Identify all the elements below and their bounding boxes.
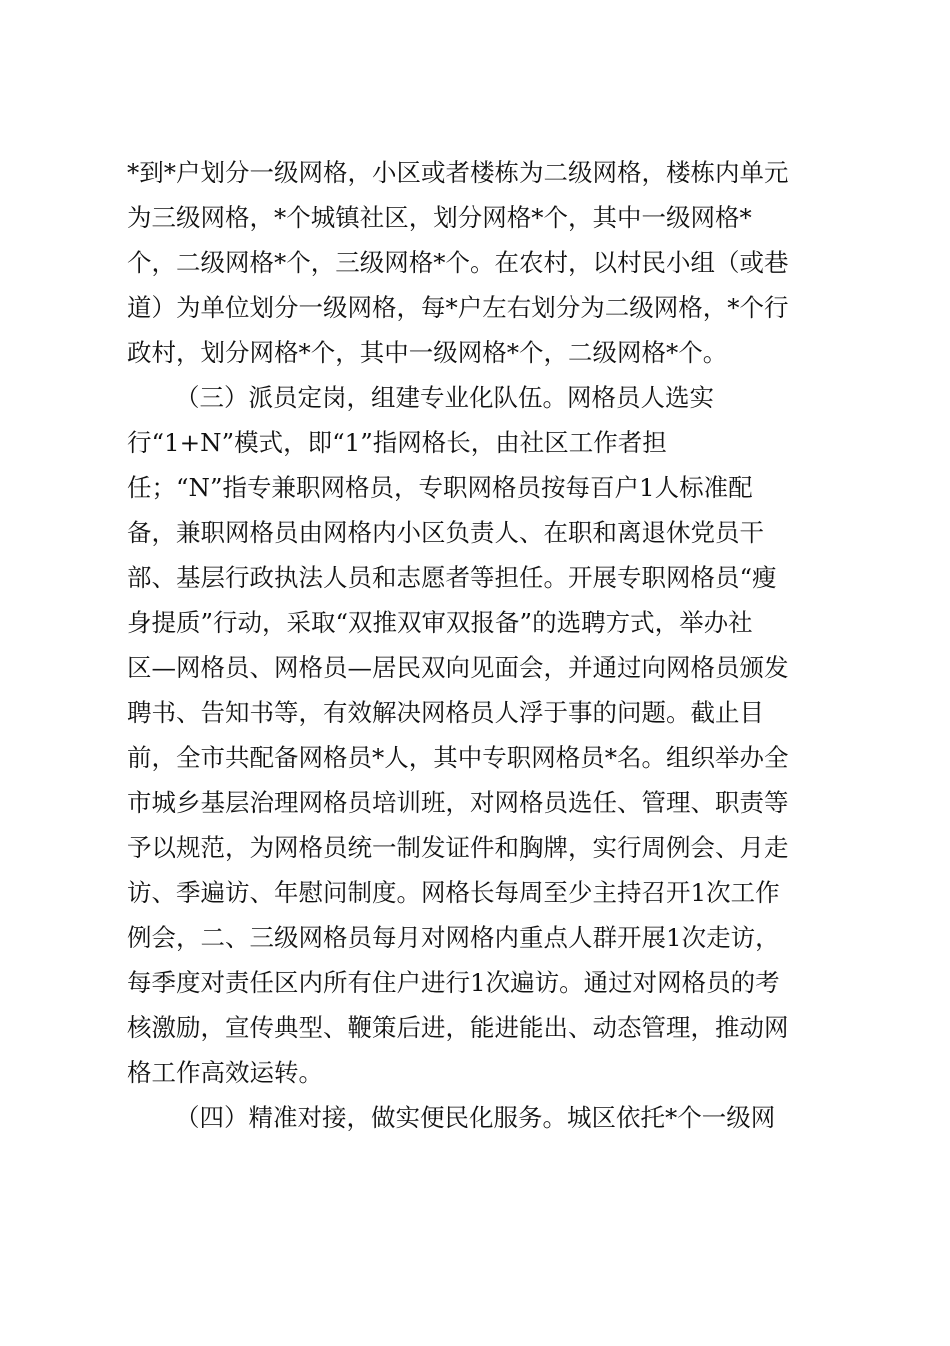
- text-line-14: 前，全市共配备网格员*人，其中专职网格员*名。组织举办全: [127, 743, 789, 772]
- text-line-1: *到*户划分一级网格，小区或者楼栋为二级网格，楼栋内单元: [127, 158, 789, 187]
- text-line-13: 聘书、告知书等，有效解决网格员人浮于事的问题。截止目: [127, 698, 764, 727]
- document-body: [127, 150, 827, 1140]
- section-heading-3-line: （三）派员定岗，组建专业化队伍。网格员人选实: [175, 383, 714, 412]
- text-line-19: 每季度对责任区内所有住户进行1次遍访。通过对网格员的考: [127, 968, 780, 997]
- text-line-21: 格工作高效运转。: [127, 1058, 323, 1087]
- text-line-10: 部、基层行政执法人员和志愿者等担任。开展专职网格员“瘦: [127, 563, 777, 592]
- text-line-5: 政村，划分网格*个，其中一级网格*个，二级网格*个。: [127, 338, 728, 367]
- text-line-8: 任；“N”指专兼职网格员，专职网格员按每百户1人标准配: [127, 473, 753, 502]
- text-line-7: 行“1+N”模式，即“1”指网格长，由社区工作者担: [127, 428, 667, 457]
- text-line-20: 核激励，宣传典型、鞭策后进，能进能出、动态管理，推动网: [127, 1013, 789, 1042]
- text-line-11: 身提质”行动，采取“双推双审双报备”的选聘方式，举办社: [127, 608, 753, 637]
- section-heading-4-line: （四）精准对接，做实便民化服务。城区依托*个一级网: [175, 1103, 776, 1132]
- text-line-15: 市城乡基层治理网格员培训班，对网格员选任、管理、职责等: [127, 788, 789, 817]
- text-line-3: 个，二级网格*个，三级网格*个。在农村，以村民小组（或巷: [127, 248, 789, 277]
- text-line-12: 区—网格员、网格员—居民双向见面会，并通过向网格员颁发: [127, 653, 789, 682]
- text-line-16: 予以规范，为网格员统一制发证件和胸牌，实行周例会、月走: [127, 833, 789, 862]
- text-line-9: 备，兼职网格员由网格内小区负责人、在职和离退休党员干: [127, 518, 764, 547]
- text-line-4: 道）为单位划分一级网格，每*户左右划分为二级网格，*个行: [127, 293, 789, 322]
- text-line-2: 为三级网格，*个城镇社区，划分网格*个，其中一级网格*: [127, 203, 752, 232]
- text-line-17: 访、季遍访、年慰问制度。网格长每周至少主持召开1次工作: [127, 878, 780, 907]
- text-line-18: 例会，二、三级网格员每月对网格内重点人群开展1次走访，: [127, 923, 780, 952]
